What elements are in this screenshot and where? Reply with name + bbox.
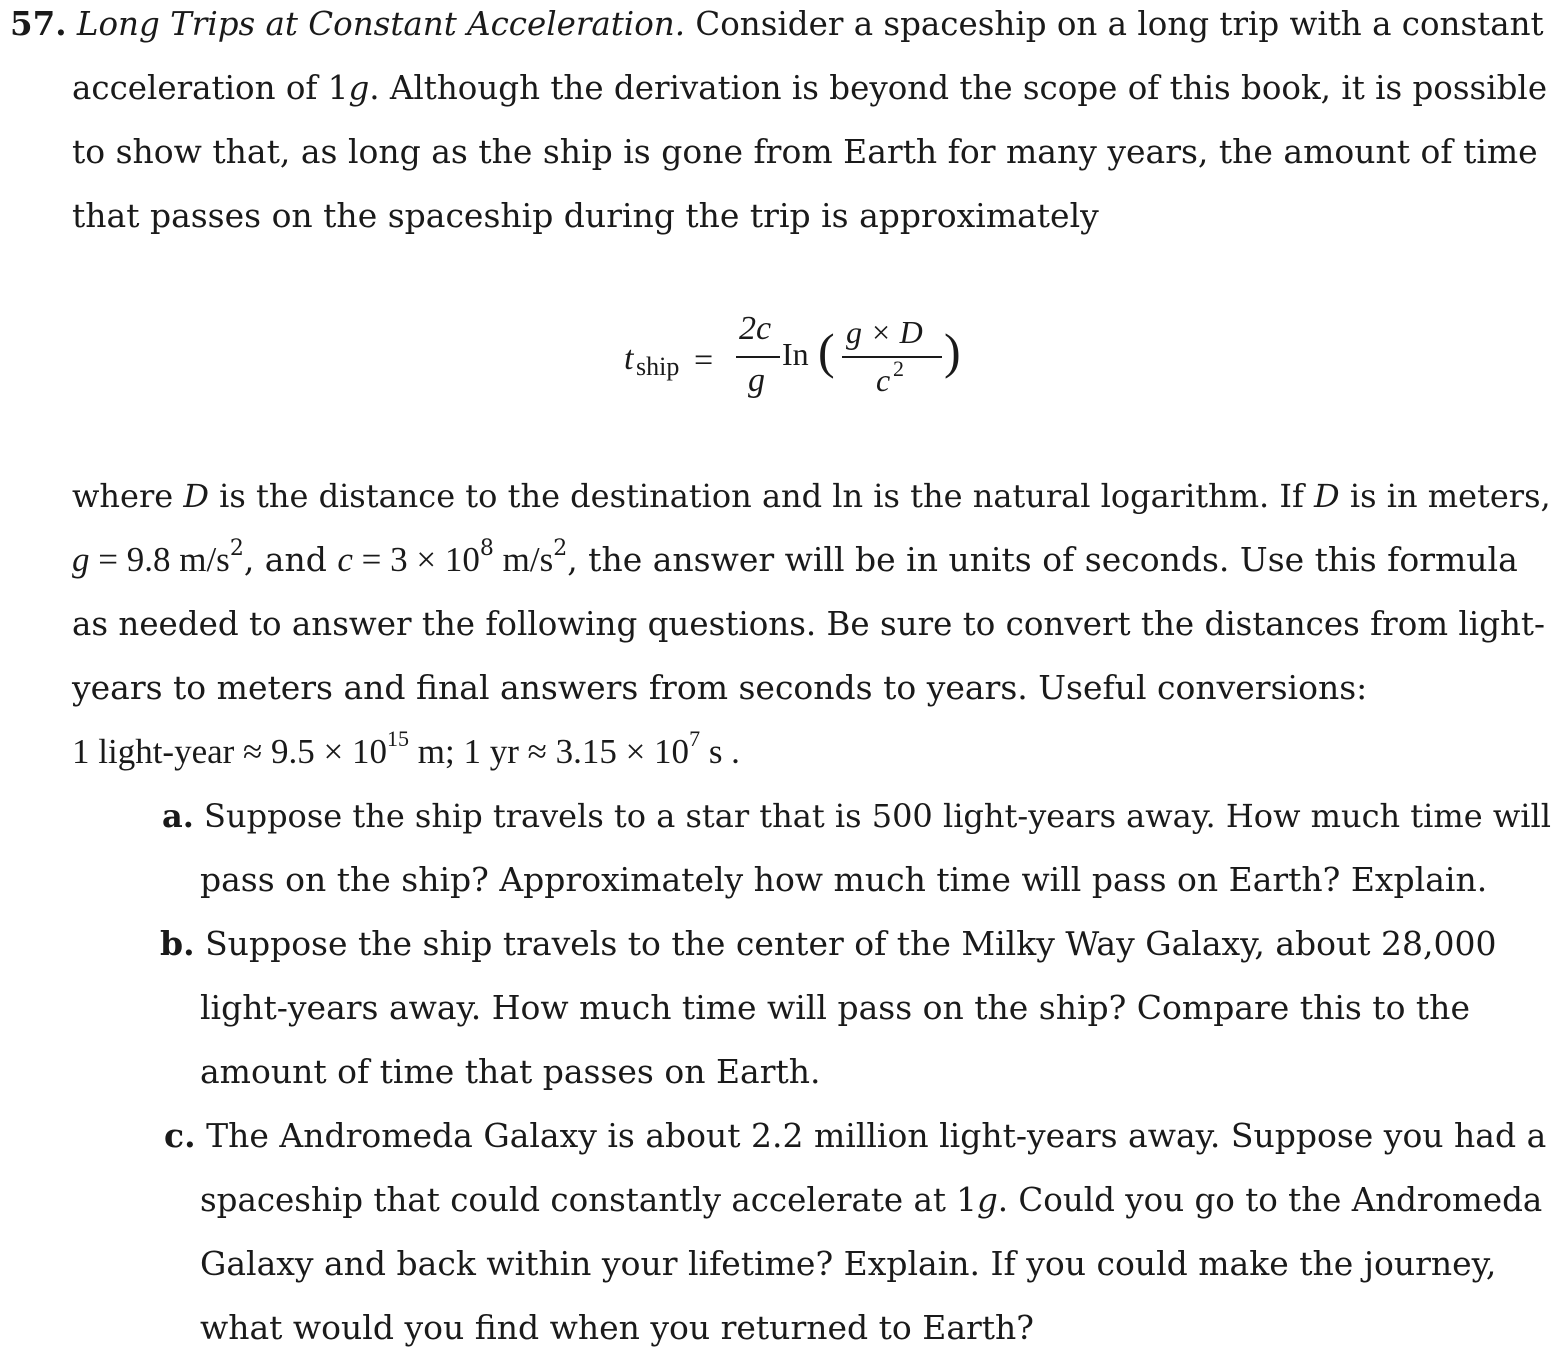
formula-paren-open: ( — [818, 323, 835, 379]
problem-intro-line-1 — [10, 4, 1544, 44]
body-line-where — [72, 476, 1551, 516]
problem-intro-line-2 — [72, 68, 1547, 108]
intro-text: Consider a spaceship on a long trip with a constant — [685, 5, 1544, 43]
exponent: 8 — [479, 536, 494, 561]
conversion-text: 1 light-year ≈ 9.5 × 10 — [72, 732, 387, 771]
formula-t: t — [624, 340, 634, 377]
body-text: , and — [243, 540, 338, 579]
exponent: 7 — [689, 726, 701, 752]
conversion-text: m; 1 yr ≈ 3.15 × 10 — [409, 732, 690, 771]
problem-title: Long Trips at Constant Acceleration. — [76, 5, 686, 43]
part-b-line-3: amount of time that passes on Earth. — [200, 1052, 821, 1091]
part-b-line-1 — [160, 924, 1496, 964]
part-text: The Andromeda Galaxy is about 2.2 million light-years away. Suppose you had a — [206, 1116, 1547, 1155]
formula — [0, 300, 1566, 410]
exponent: 2 — [229, 536, 244, 561]
exponent: 15 — [387, 726, 409, 752]
symbol-c: c — [337, 540, 353, 579]
part-label: b. — [160, 924, 195, 963]
formula-equals: = — [694, 342, 714, 379]
part-c-line-3: Galaxy and back within your lifetime? Explain. If you could make the journey, — [200, 1244, 1497, 1283]
formula-frac-bar — [736, 356, 780, 358]
problem-intro-line-4: that passes on the spaceship during the trip is approximately — [72, 196, 1099, 235]
formula-inner-frac-bar — [842, 356, 942, 358]
intro-text: . Although the derivation is beyond the scope of this book, it is possible — [369, 69, 1548, 107]
body-line-conversions — [72, 726, 740, 772]
part-label: c. — [164, 1116, 196, 1155]
part-c-line-2 — [200, 1180, 1542, 1220]
formula-ln: In — [782, 336, 809, 372]
body-text: is in meters, — [1339, 477, 1551, 515]
exponent: 2 — [553, 536, 568, 561]
formula-inner-denominator: c — [876, 362, 891, 398]
body-line-needed: as needed to answer the following questions. Be sure to convert the distances from light- — [72, 605, 1545, 643]
c-unit: m/s — [493, 540, 554, 579]
formula-frac-denominator: g — [748, 362, 765, 399]
part-label: a. — [162, 797, 194, 835]
formula-inner-exponent: 2 — [893, 356, 904, 381]
formula-paren-close: ) — [944, 323, 961, 379]
symbol-D: D — [1314, 477, 1340, 515]
formula-frac-numerator: 2c — [739, 310, 772, 347]
part-text: . Could you go to the Andromeda — [997, 1181, 1543, 1219]
symbol-g: g — [72, 540, 90, 579]
part-text: spaceship that could constantly accelerate at 1 — [200, 1181, 977, 1219]
symbol-g: g — [348, 69, 370, 107]
body-line-constants — [72, 536, 1518, 580]
symbol-D: D — [183, 477, 209, 515]
intro-text: acceleration of 1 — [72, 69, 349, 107]
body-line-years: years to meters and final answers from seconds to years. Useful conversions: — [72, 668, 1368, 707]
symbol-g: g — [976, 1181, 998, 1219]
part-text: Suppose the ship travels to a star that is 500 light-years away. How much time will — [204, 797, 1551, 835]
body-text: where — [72, 477, 184, 515]
part-c-line-1 — [164, 1116, 1546, 1156]
part-b-line-2: light-years away. How much time will pass on the ship? Compare this to the — [200, 988, 1470, 1027]
part-a-line-1 — [162, 796, 1551, 836]
g-value: = 9.8 m/s — [89, 540, 230, 579]
part-c-line-4: what would you find when you returned to Earth? — [200, 1308, 1034, 1347]
body-text: is the distance to the destination and ln is the natural logarithm. If — [209, 477, 1315, 515]
part-text: Suppose the ship travels to the center of the Milky Way Galaxy, about 28,000 — [205, 924, 1497, 963]
formula-inner-numerator: g × D — [846, 314, 923, 350]
problem-intro-line-3: to show that, as long as the ship is gone from Earth for many years, the amount of time — [72, 132, 1538, 171]
conversion-text: s . — [700, 732, 740, 771]
part-a-line-2: pass on the ship? Approximately how much time will pass on Earth? Explain. — [200, 860, 1488, 899]
formula-t-subscript: ship — [636, 352, 680, 381]
c-value: = 3 × 10 — [352, 540, 480, 579]
problem-number: 57. — [10, 4, 67, 43]
body-text: , the answer will be in units of seconds. Use this formula — [567, 540, 1518, 579]
